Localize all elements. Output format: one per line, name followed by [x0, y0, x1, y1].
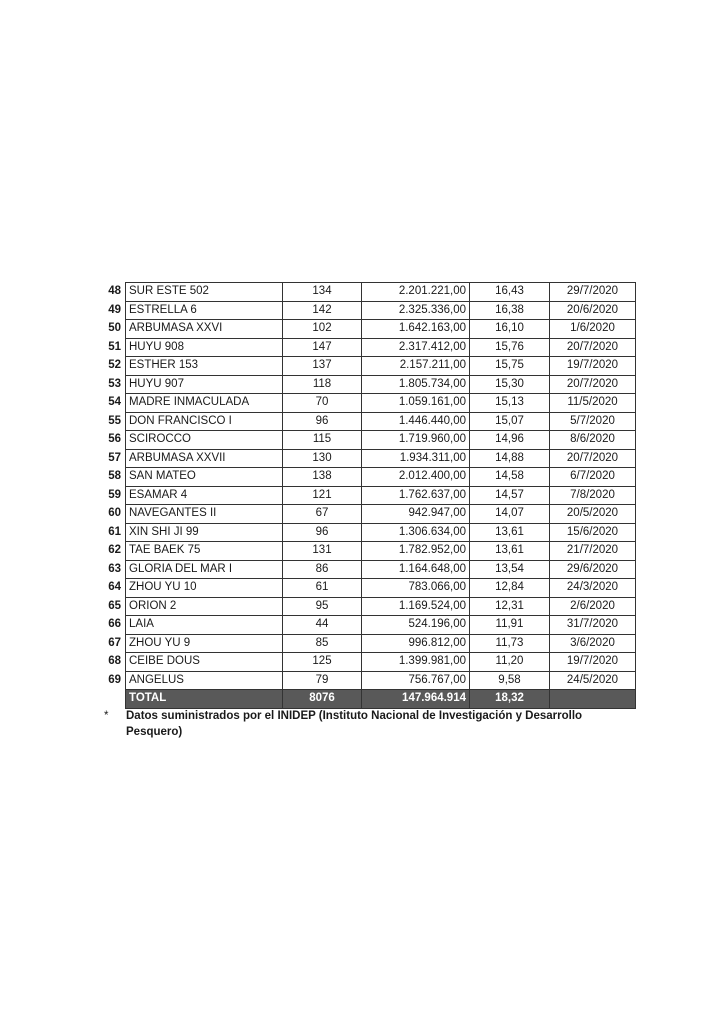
row-number: 60: [108, 507, 121, 520]
col-2-value: 96: [283, 412, 362, 431]
vessel-name: ARBUMASA XXVI: [126, 320, 283, 339]
table-row: [96, 523, 636, 542]
col-3-value: 1.446.440,00: [362, 412, 470, 431]
date-value: 19/7/2020: [550, 653, 636, 672]
vessel-name: GLORIA DEL MAR I: [126, 560, 283, 579]
vessel-name: HUYU 907: [126, 375, 283, 394]
date-value: 31/7/2020: [550, 616, 636, 635]
col-2-value: 44: [283, 616, 362, 635]
table-row: [96, 283, 636, 302]
date-value: 5/7/2020: [550, 412, 636, 431]
row-number: 55: [108, 414, 121, 427]
row-number: 65: [108, 599, 121, 612]
total-row: [96, 690, 636, 709]
col-2-value: 134: [283, 283, 362, 302]
table-row: [96, 634, 636, 653]
col-2-value: 79: [283, 671, 362, 690]
date-value: 24/3/2020: [550, 579, 636, 598]
col-3-value: 1.399.981,00: [362, 653, 470, 672]
col-2-value: 61: [283, 579, 362, 598]
vessel-name: NAVEGANTES II: [126, 505, 283, 524]
table-row: [96, 486, 636, 505]
row-number: 63: [108, 562, 121, 575]
date-value: 20/7/2020: [550, 338, 636, 357]
table-row: [96, 412, 636, 431]
row-number: 53: [108, 377, 121, 390]
col-4-value: 11,73: [470, 634, 550, 653]
col-3-value: 996.812,00: [362, 634, 470, 653]
col-4-value: 16,43: [470, 283, 550, 302]
date-value: 20/7/2020: [550, 449, 636, 468]
table-row: [96, 468, 636, 487]
table-row: [96, 357, 636, 376]
table-row: [96, 431, 636, 450]
col-4-value: 14,88: [470, 449, 550, 468]
col-2-value: 85: [283, 634, 362, 653]
col-2-value: 70: [283, 394, 362, 413]
col-3-value: 942.947,00: [362, 505, 470, 524]
col-3-value: 1.059.161,00: [362, 394, 470, 413]
date-value: 20/5/2020: [550, 505, 636, 524]
col-2-value: 118: [283, 375, 362, 394]
col-4-value: 12,84: [470, 579, 550, 598]
col-4-value: 13,61: [470, 542, 550, 561]
col-4-value: 15,30: [470, 375, 550, 394]
vessel-name: ESAMAR 4: [126, 486, 283, 505]
vessel-name: SCIROCCO: [126, 431, 283, 450]
col-4-value: 12,31: [470, 597, 550, 616]
col-3-value: 2.325.336,00: [362, 301, 470, 320]
date-value: 24/5/2020: [550, 671, 636, 690]
col-3-value: 1.934.311,00: [362, 449, 470, 468]
col-3-value: 2.317.412,00: [362, 338, 470, 357]
vessel-table: [96, 282, 636, 709]
vessel-name: XIN SHI JI 99: [126, 523, 283, 542]
table-row: [96, 505, 636, 524]
date-value: 20/6/2020: [550, 301, 636, 320]
row-number: 49: [108, 303, 121, 316]
row-number: 56: [108, 433, 121, 446]
col-3-value: 1.306.634,00: [362, 523, 470, 542]
col-3-value: 1.719.960,00: [362, 431, 470, 450]
footnote-mark: *: [104, 710, 109, 722]
total-row-number: [96, 690, 126, 709]
row-number: 66: [108, 618, 121, 631]
date-value: 29/6/2020: [550, 560, 636, 579]
date-value: 1/6/2020: [550, 320, 636, 339]
col-4-value: 14,58: [470, 468, 550, 487]
vessel-name: DON FRANCISCO I: [126, 412, 283, 431]
col-3-value: 2.157.211,00: [362, 357, 470, 376]
vessel-name: CEIBE DOUS: [126, 653, 283, 672]
row-number: 69: [108, 673, 121, 686]
col-3-value: 1.762.637,00: [362, 486, 470, 505]
date-value: 3/6/2020: [550, 634, 636, 653]
row-number: 50: [108, 322, 121, 335]
row-number: 52: [108, 359, 121, 372]
col-4-value: 15,75: [470, 357, 550, 376]
col-3-value: 1.164.648,00: [362, 560, 470, 579]
footnote: [104, 708, 624, 740]
col-4-value: 13,61: [470, 523, 550, 542]
col-2-value: 115: [283, 431, 362, 450]
col-2-value: 147: [283, 338, 362, 357]
row-number: 61: [108, 525, 121, 538]
col-3-value: 524.196,00: [362, 616, 470, 635]
col-4-value: 16,38: [470, 301, 550, 320]
table-row: [96, 597, 636, 616]
vessel-name: SUR ESTE 502: [126, 283, 283, 302]
col-2-value: 131: [283, 542, 362, 561]
col-4-value: 15,07: [470, 412, 550, 431]
row-number: 54: [108, 396, 121, 409]
col-2-value: 86: [283, 560, 362, 579]
col-3-value: 756.767,00: [362, 671, 470, 690]
col-3-value: 2.012.400,00: [362, 468, 470, 487]
col-2-value: 67: [283, 505, 362, 524]
row-number: 68: [108, 655, 121, 668]
table-row: [96, 320, 636, 339]
row-number: 62: [108, 544, 121, 557]
table-row: [96, 449, 636, 468]
table-row: [96, 653, 636, 672]
date-value: 29/7/2020: [550, 283, 636, 302]
vessel-name: LAIA: [126, 616, 283, 635]
date-value: 2/6/2020: [550, 597, 636, 616]
vessel-name: ESTHER 153: [126, 357, 283, 376]
table-row: [96, 542, 636, 561]
col-4-value: 14,96: [470, 431, 550, 450]
col-4-value: 14,07: [470, 505, 550, 524]
col-4-value: 15,76: [470, 338, 550, 357]
table-row: [96, 375, 636, 394]
row-number: 51: [108, 340, 121, 353]
table-row: [96, 394, 636, 413]
total-label: TOTAL: [126, 690, 283, 709]
col-4-value: 16,10: [470, 320, 550, 339]
col-2-value: 95: [283, 597, 362, 616]
vessel-name: TAE BAEK 75: [126, 542, 283, 561]
vessel-name: MADRE INMACULADA: [126, 394, 283, 413]
row-number: 58: [108, 470, 121, 483]
col-3-value: 1.642.163,00: [362, 320, 470, 339]
col-2-value: 96: [283, 523, 362, 542]
col-3-value: 1.169.524,00: [362, 597, 470, 616]
col-4-value: 13,54: [470, 560, 550, 579]
col-2-value: 125: [283, 653, 362, 672]
col-3-value: 1.782.952,00: [362, 542, 470, 561]
date-value: 19/7/2020: [550, 357, 636, 376]
table-row: [96, 616, 636, 635]
col-4-value: 15,13: [470, 394, 550, 413]
total-col-2: 8076: [283, 690, 362, 709]
table-row: [96, 560, 636, 579]
date-value: 6/7/2020: [550, 468, 636, 487]
col-3-value: 1.805.734,00: [362, 375, 470, 394]
col-3-value: 783.066,00: [362, 579, 470, 598]
vessel-name: ANGELUS: [126, 671, 283, 690]
vessel-name: ARBUMASA XXVII: [126, 449, 283, 468]
date-value: 20/7/2020: [550, 375, 636, 394]
col-2-value: 121: [283, 486, 362, 505]
date-value: 7/8/2020: [550, 486, 636, 505]
vessel-name: ZHOU YU 10: [126, 579, 283, 598]
col-2-value: 102: [283, 320, 362, 339]
total-col-3: 147.964.914: [362, 690, 470, 709]
col-3-value: 2.201.221,00: [362, 283, 470, 302]
col-2-value: 137: [283, 357, 362, 376]
table-row: [96, 579, 636, 598]
row-number: 57: [108, 451, 121, 464]
col-2-value: 138: [283, 468, 362, 487]
col-4-value: 14,57: [470, 486, 550, 505]
col-2-value: 130: [283, 449, 362, 468]
table-body: [96, 283, 636, 709]
col-4-value: 9,58: [470, 671, 550, 690]
table-row: [96, 301, 636, 320]
col-4-value: 11,91: [470, 616, 550, 635]
row-number: 59: [108, 488, 121, 501]
col-2-value: 142: [283, 301, 362, 320]
date-value: 11/5/2020: [550, 394, 636, 413]
row-number: 48: [108, 285, 121, 298]
col-4-value: 11,20: [470, 653, 550, 672]
date-value: 21/7/2020: [550, 542, 636, 561]
date-value: 8/6/2020: [550, 431, 636, 450]
vessel-name: ORION 2: [126, 597, 283, 616]
vessel-name: ZHOU YU 9: [126, 634, 283, 653]
row-number: 67: [108, 636, 121, 649]
vessel-name: SAN MATEO: [126, 468, 283, 487]
date-value: 15/6/2020: [550, 523, 636, 542]
vessel-name: HUYU 908: [126, 338, 283, 357]
table-row: [96, 671, 636, 690]
total-col-5: [550, 690, 636, 709]
total-col-4: 18,32: [470, 690, 550, 709]
vessel-name: ESTRELLA 6: [126, 301, 283, 320]
table-row: [96, 338, 636, 357]
row-number: 64: [108, 581, 121, 594]
footnote-text: Datos suministrados por el INIDEP (Instituto Nacional de Investigación y Desarrollo Pesquero): [126, 710, 583, 738]
